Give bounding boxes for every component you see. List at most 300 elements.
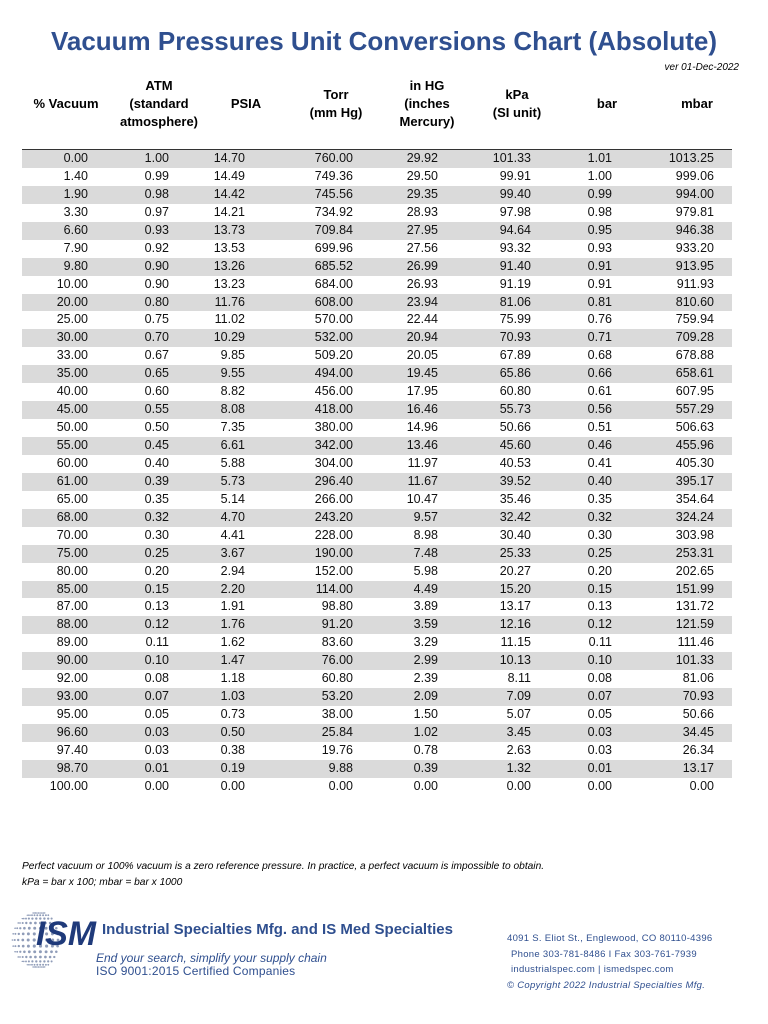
ism-logo [8, 906, 106, 972]
table-row [22, 473, 732, 491]
cell-torr: 19.76 [321, 742, 353, 757]
cell-mbar: 1013.25 [668, 151, 714, 165]
header-label-line: (inches [404, 96, 450, 111]
logo-dot [49, 956, 52, 959]
cell-kpa: 55.73 [499, 402, 531, 417]
header-label-line: (mm Hg) [309, 105, 363, 120]
logo-dot [29, 914, 31, 916]
cell-bar: 0.91 [587, 258, 612, 273]
cell-psia: 1.62 [220, 635, 245, 650]
cell-atm: 0.11 [145, 635, 169, 650]
cell-kpa: 3.45 [506, 725, 531, 739]
cell-bar: 0.98 [587, 204, 612, 219]
cell-vacuum-percent: 85.00 [56, 581, 88, 596]
logo-dot [13, 933, 14, 934]
table-row [22, 634, 732, 652]
cell-mbar: 202.65 [675, 563, 714, 578]
cell-mbar: 303.98 [675, 527, 714, 542]
logo-dot [23, 918, 25, 920]
cell-vacuum-percent: 90.00 [56, 653, 88, 668]
cell-bar: 0.07 [587, 689, 612, 704]
cell-mbar: 131.72 [675, 599, 714, 614]
cell-atm: 0.55 [144, 402, 169, 417]
cell-kpa: 13.17 [499, 599, 531, 614]
logo-dot [35, 960, 37, 962]
cell-vacuum-percent: 33.00 [56, 348, 88, 363]
cell-atm: 0.99 [144, 168, 169, 183]
copyright-notice: © Copyright 2022 Industrial Specialties Mfg. [507, 980, 706, 991]
cell-atm: 0.50 [144, 420, 169, 435]
logo-dot [25, 918, 27, 920]
cell-psia: 2.20 [220, 581, 245, 596]
cell-psia: 13.53 [213, 240, 245, 255]
logo-dot [22, 956, 24, 958]
cell-bar: 0.13 [587, 599, 612, 614]
header-label-line: % Vacuum [33, 96, 99, 111]
company-tagline: End your search, simplify your supply chain [96, 951, 327, 965]
cell-atm: 0.70 [144, 330, 169, 345]
logo-dot [38, 912, 40, 914]
cell-in-hg: 2.09 [413, 689, 438, 704]
cell-torr: 76.00 [321, 653, 353, 668]
cell-in-hg: 9.57 [413, 509, 438, 524]
logo-dot [44, 966, 45, 967]
cell-kpa: 81.06 [499, 294, 531, 309]
cell-kpa: 94.64 [499, 222, 531, 237]
cell-in-hg: 3.29 [413, 635, 438, 650]
table-row [22, 778, 732, 796]
cell-torr: 53.20 [321, 689, 353, 704]
table-row [22, 652, 732, 670]
table-row [22, 724, 732, 742]
cell-torr: 342.00 [314, 438, 353, 452]
table-row [22, 437, 732, 455]
cell-atm: 0.10 [144, 653, 169, 668]
cell-torr: 266.00 [314, 491, 353, 506]
cell-mbar: 121.59 [675, 617, 714, 632]
header-psia [216, 77, 276, 131]
logo-dot [41, 912, 43, 914]
cell-vacuum-percent: 9.80 [63, 258, 88, 273]
version-label: ver 01-Dec-2022 [664, 62, 739, 73]
cell-kpa: 97.98 [499, 204, 531, 219]
logo-dot [25, 956, 27, 958]
logo-dot [15, 951, 16, 952]
cell-mbar: 151.99 [675, 581, 714, 596]
logo-dot [34, 964, 36, 966]
logo-dot [22, 961, 23, 962]
certification-label: ISO 9001:2015 Certified Companies [96, 964, 296, 978]
cell-kpa: 30.40 [499, 527, 531, 542]
cell-atm: 0.90 [144, 258, 169, 273]
cell-kpa: 75.99 [499, 312, 531, 327]
logo-dot [28, 918, 30, 920]
logo-dot [23, 927, 26, 930]
cell-kpa: 39.52 [499, 473, 531, 488]
cell-vacuum-percent: 100.00 [49, 778, 88, 793]
cell-bar: 0.66 [587, 366, 612, 381]
cell-torr: 25.84 [321, 725, 353, 739]
cell-in-hg: 26.93 [406, 276, 438, 291]
cell-psia: 1.18 [220, 671, 245, 686]
cell-kpa: 8.11 [507, 671, 531, 686]
logo-dot [45, 964, 47, 966]
cell-atm: 0.97 [144, 204, 169, 219]
logo-dot [19, 956, 21, 958]
cell-kpa: 35.46 [499, 491, 531, 506]
cell-bar: 0.91 [587, 276, 612, 291]
table-row [22, 581, 732, 599]
cell-vacuum-percent: 89.00 [56, 635, 88, 650]
cell-bar: 0.81 [587, 294, 612, 309]
cell-atm: 0.93 [144, 222, 169, 237]
cell-in-hg: 4.49 [413, 581, 438, 596]
cell-psia: 14.70 [213, 151, 245, 165]
cell-bar: 0.00 [587, 778, 612, 793]
cell-psia: 2.94 [220, 563, 245, 578]
cell-in-hg: 27.56 [406, 240, 438, 255]
table-row [22, 258, 732, 276]
table-row [22, 455, 732, 473]
company-address: 4091 S. Eliot St., Englewood, CO 80110-4396 [507, 933, 713, 944]
cell-torr: 699.96 [314, 240, 353, 255]
cell-kpa: 15.20 [499, 581, 531, 596]
cell-bar: 0.46 [587, 438, 612, 452]
logo-dot [39, 964, 41, 966]
logo-dot [43, 912, 45, 914]
cell-in-hg: 2.39 [413, 671, 438, 686]
table-body [22, 149, 732, 796]
cell-atm: 0.08 [144, 671, 169, 686]
cell-kpa: 5.07 [506, 707, 531, 722]
cell-kpa: 40.53 [499, 455, 531, 470]
cell-atm: 0.32 [144, 509, 169, 524]
table-row [22, 401, 732, 419]
cell-in-hg: 28.93 [406, 204, 438, 219]
cell-vacuum-percent: 50.00 [56, 420, 88, 435]
logo-dot [39, 960, 41, 962]
logo-dot [43, 966, 45, 968]
cell-in-hg: 1.50 [413, 707, 438, 722]
page-title: Vacuum Pressures Unit Conversions Chart (Absolute) [50, 26, 718, 56]
cell-in-hg: 20.94 [406, 330, 438, 345]
cell-vacuum-percent: 55.00 [56, 438, 88, 452]
table-row [22, 688, 732, 706]
cell-mbar: 946.38 [675, 222, 714, 237]
cell-in-hg: 16.46 [406, 402, 438, 417]
logo-dot [19, 922, 21, 924]
header-label-line: (standard [129, 96, 189, 111]
table-row [22, 276, 732, 294]
cell-atm: 0.35 [144, 491, 169, 506]
cell-in-hg: 17.95 [406, 384, 438, 399]
cell-bar: 0.41 [587, 455, 612, 470]
cell-bar: 0.71 [587, 330, 612, 345]
logo-dot [28, 960, 30, 962]
cell-mbar: 709.28 [675, 330, 714, 345]
cell-kpa: 45.60 [499, 438, 531, 452]
logo-dot [27, 945, 30, 948]
cell-atm: 0.30 [144, 527, 169, 542]
cell-in-hg: 13.46 [406, 438, 438, 452]
cell-vacuum-percent: 60.00 [56, 455, 88, 470]
cell-psia: 5.73 [220, 473, 245, 488]
cell-bar: 0.20 [587, 563, 612, 578]
cell-in-hg: 26.99 [406, 258, 438, 273]
logo-dot [22, 918, 23, 919]
header-in-hg [387, 77, 467, 131]
logo-dot [29, 956, 32, 959]
table-row [22, 527, 732, 545]
table-row [22, 509, 732, 527]
cell-in-hg: 3.59 [413, 617, 438, 632]
cell-mbar: 70.93 [682, 689, 714, 704]
cell-mbar: 678.88 [675, 348, 714, 363]
logo-dot [18, 922, 19, 923]
cell-mbar: 26.34 [682, 742, 714, 757]
logo-dot [35, 966, 36, 967]
cell-vacuum-percent: 1.40 [63, 168, 88, 183]
cell-torr: 152.00 [314, 563, 353, 578]
cell-psia: 9.55 [220, 366, 245, 381]
cell-torr: 734.92 [314, 204, 353, 219]
cell-bar: 0.25 [587, 545, 612, 560]
cell-psia: 11.76 [214, 294, 245, 309]
cell-vacuum-percent: 7.90 [63, 240, 88, 255]
cell-kpa: 93.32 [499, 240, 531, 255]
cell-torr: 532.00 [314, 330, 353, 345]
cell-bar: 0.56 [587, 402, 612, 417]
cell-psia: 0.73 [220, 707, 245, 722]
cell-atm: 0.45 [144, 438, 169, 452]
header-kpa [477, 77, 557, 131]
cell-mbar: 405.30 [675, 455, 714, 470]
table-row [22, 168, 732, 186]
cell-psia: 1.47 [220, 653, 245, 668]
logo-dot [15, 927, 16, 928]
table-row [22, 347, 732, 365]
table-row [22, 222, 732, 240]
logo-dot [36, 912, 38, 914]
cell-vacuum-percent: 88.00 [56, 617, 88, 632]
cell-atm: 0.65 [144, 366, 169, 381]
cell-mbar: 111.46 [677, 635, 714, 650]
cell-bar: 0.05 [587, 707, 612, 722]
cell-kpa: 10.13 [499, 653, 531, 668]
logo-dot [38, 966, 40, 968]
cell-kpa: 65.86 [499, 366, 531, 381]
cell-atm: 0.20 [144, 563, 169, 578]
cell-psia: 3.67 [220, 545, 245, 560]
cell-bar: 0.15 [587, 581, 612, 596]
cell-psia: 4.70 [220, 509, 245, 524]
header-bar [582, 77, 632, 131]
logo-dot [47, 960, 49, 962]
cell-torr: 570.00 [314, 312, 353, 327]
header-label-line: Torr [323, 87, 349, 102]
cell-vacuum-percent: 30.00 [56, 330, 88, 345]
table-row [22, 706, 732, 724]
cell-torr: 456.00 [314, 384, 353, 399]
cell-kpa: 11.15 [500, 635, 531, 650]
header-label-line: ATM [145, 78, 173, 93]
cell-bar: 0.30 [587, 527, 612, 542]
cell-atm: 0.60 [144, 384, 169, 399]
cell-bar: 0.12 [587, 617, 612, 632]
cell-in-hg: 7.48 [413, 545, 438, 560]
cell-in-hg: 11.67 [407, 473, 438, 488]
cell-in-hg: 0.00 [413, 778, 438, 793]
logo-dot [31, 914, 33, 916]
cell-atm: 0.80 [144, 294, 169, 309]
cell-torr: 684.00 [314, 276, 353, 291]
header-label-line: mbar [681, 96, 713, 111]
cell-psia: 1.03 [220, 689, 245, 704]
cell-mbar: 13.17 [682, 760, 714, 775]
cell-vacuum-percent: 70.00 [56, 527, 88, 542]
cell-mbar: 759.94 [675, 312, 714, 327]
logo-dot [19, 927, 21, 929]
cell-in-hg: 1.02 [413, 725, 438, 739]
cell-mbar: 933.20 [675, 240, 714, 255]
cell-bar: 1.00 [587, 168, 612, 183]
cell-mbar: 607.95 [675, 384, 714, 399]
cell-vacuum-percent: 75.00 [56, 545, 88, 560]
cell-psia: 8.82 [220, 384, 245, 399]
cell-vacuum-percent: 98.70 [56, 760, 88, 775]
cell-bar: 0.93 [587, 240, 612, 255]
cell-kpa: 70.93 [499, 330, 531, 345]
cell-bar: 0.08 [587, 671, 612, 686]
cell-psia: 0.38 [220, 742, 245, 757]
cell-atm: 0.25 [144, 545, 169, 560]
cell-vacuum-percent: 35.00 [56, 366, 88, 381]
logo-dot [53, 956, 55, 958]
cell-psia: 8.08 [220, 402, 245, 417]
table-row [22, 598, 732, 616]
logo-dot [34, 956, 37, 959]
cell-torr: 190.00 [314, 545, 353, 560]
cell-torr: 83.60 [321, 635, 353, 650]
cell-torr: 0.00 [328, 778, 353, 793]
header-torr [296, 77, 376, 131]
table-row [22, 329, 732, 347]
company-phone-fax: Phone 303-781-8486 I Fax 303-761-7939 [511, 949, 697, 960]
cell-vacuum-percent: 3.30 [63, 204, 88, 219]
logo-dot [14, 939, 16, 941]
cell-torr: 760.00 [314, 151, 353, 165]
header-label-line: atmosphere) [119, 114, 199, 129]
cell-vacuum-percent: 1.90 [63, 186, 88, 201]
cell-mbar: 994.00 [675, 186, 714, 201]
cell-vacuum-percent: 68.00 [56, 509, 88, 524]
logo-dot [31, 964, 33, 966]
cell-mbar: 658.61 [675, 366, 714, 381]
cell-bar: 0.03 [587, 742, 612, 757]
cell-psia: 6.61 [220, 438, 245, 452]
cell-torr: 608.00 [314, 294, 353, 309]
cell-vacuum-percent: 80.00 [56, 563, 88, 578]
cell-kpa: 32.42 [499, 509, 531, 524]
cell-kpa: 0.00 [506, 778, 531, 793]
cell-bar: 0.68 [587, 348, 612, 363]
logo-dot [44, 956, 47, 959]
company-websites: industrialspec.com | ismedspec.com [511, 964, 674, 975]
table-row [22, 204, 732, 222]
logo-dot [18, 945, 20, 947]
cell-mbar: 506.63 [675, 420, 714, 435]
logo-dot [22, 945, 25, 948]
cell-vacuum-percent: 10.00 [56, 276, 88, 291]
cell-mbar: 557.29 [675, 402, 714, 417]
cell-atm: 0.40 [144, 455, 169, 470]
cell-torr: 228.00 [314, 527, 353, 542]
logo-dot [18, 933, 20, 935]
cell-in-hg: 22.44 [406, 312, 438, 327]
header-label-line: kPa [505, 87, 529, 102]
cell-bar: 0.76 [587, 312, 612, 327]
logo-dot [28, 927, 31, 930]
table-row [22, 365, 732, 383]
cell-kpa: 20.27 [499, 563, 531, 578]
logo-dot [35, 912, 36, 913]
cell-torr: 509.20 [314, 348, 353, 363]
cell-bar: 0.10 [587, 653, 612, 668]
cell-bar: 0.51 [587, 420, 612, 435]
cell-atm: 0.07 [144, 689, 169, 704]
cell-in-hg: 29.35 [406, 186, 438, 201]
cell-bar: 0.01 [587, 760, 612, 775]
cell-kpa: 2.63 [506, 742, 531, 757]
cell-psia: 14.49 [213, 168, 245, 183]
logo-dot [44, 912, 45, 913]
cell-bar: 0.61 [587, 384, 612, 399]
cell-mbar: 395.17 [675, 473, 714, 488]
table-row [22, 491, 732, 509]
table-row [22, 294, 732, 312]
cell-atm: 0.39 [144, 473, 169, 488]
cell-mbar: 810.60 [675, 294, 714, 309]
logo-dot [28, 914, 29, 915]
cell-atm: 0.03 [144, 725, 169, 739]
company-name: Industrial Specialties Mfg. and IS Med Specialties [102, 921, 453, 938]
header-vacuum-percent [21, 77, 111, 131]
cell-mbar: 979.81 [675, 204, 714, 219]
cell-mbar: 324.24 [675, 509, 714, 524]
logo-dot [31, 917, 33, 919]
cell-mbar: 101.33 [675, 653, 714, 668]
logo-dot [23, 961, 25, 963]
header-label-line: (SI unit) [492, 105, 542, 120]
cell-in-hg: 29.50 [406, 168, 438, 183]
cell-vacuum-percent: 45.00 [56, 402, 88, 417]
cell-mbar: 81.06 [682, 671, 714, 686]
cell-torr: 494.00 [314, 366, 353, 381]
cell-vacuum-percent: 61.00 [56, 473, 88, 488]
cell-vacuum-percent: 0.00 [63, 151, 88, 165]
logo-dot [41, 966, 43, 968]
cell-bar: 1.01 [587, 151, 612, 165]
cell-kpa: 91.19 [499, 276, 531, 291]
cell-torr: 9.88 [328, 760, 353, 775]
cell-in-hg: 11.97 [407, 455, 438, 470]
cell-kpa: 1.32 [506, 760, 531, 775]
logo-dot [12, 939, 14, 941]
cell-in-hg: 23.94 [406, 294, 438, 309]
cell-torr: 709.84 [314, 222, 353, 237]
table-row [22, 760, 732, 778]
cell-in-hg: 0.39 [413, 760, 438, 775]
